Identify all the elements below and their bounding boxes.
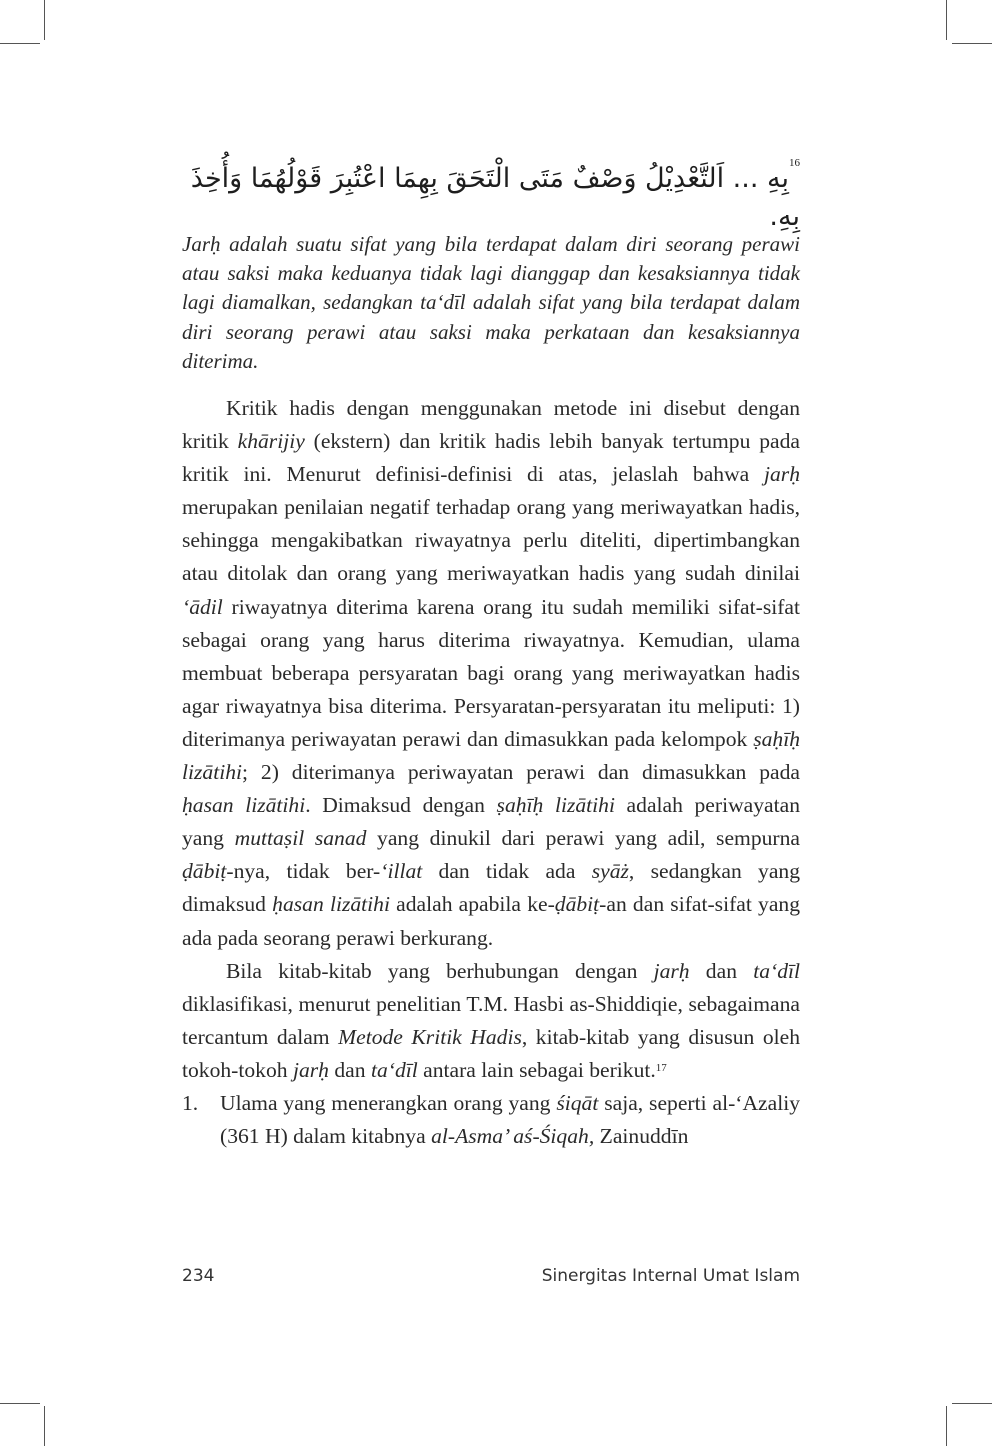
text: adalah periwayatan yang bbox=[182, 793, 801, 851]
text: -nya, tidak ber- bbox=[226, 859, 381, 884]
paragraph bbox=[182, 392, 800, 955]
text: Bila kitab-kitab yang berhubungan dengan bbox=[226, 958, 654, 983]
italic-term: ḍābiṭ bbox=[554, 892, 600, 917]
list-item bbox=[182, 1087, 800, 1153]
text: . Dimaksud dengan bbox=[305, 793, 497, 818]
text: Zainuddīn bbox=[594, 1124, 689, 1149]
page-number: 234 bbox=[182, 1266, 215, 1286]
italic-term: śiqāt bbox=[556, 1090, 599, 1115]
text: dan bbox=[689, 958, 754, 983]
quote-text: Jarḥ adalah suatu sifat yang bila terdapat dalam diri seorang perawi atau saksi maka keduanya tidak lagi dianggap dan kesaksiannya tidak lagi diamalkan, sedangkan ta‘dīl adalah sifat yang bila terdapat dalam diri seorang perawi atau saksi maka perkataan dan kesaksiannya diterima. bbox=[182, 232, 800, 373]
footnote-marker: 17 bbox=[655, 1061, 667, 1074]
footnote-marker: 16 bbox=[789, 157, 800, 169]
translation-quote bbox=[182, 230, 800, 376]
italic-term: ‘ādil bbox=[182, 594, 223, 619]
italic-term: khārijiy bbox=[237, 429, 305, 454]
italic-term: ta‘dīl bbox=[753, 958, 800, 983]
italic-term: ṣaḥīḥ lizātihi bbox=[496, 793, 615, 818]
italic-term: syāż bbox=[591, 859, 629, 884]
paragraph bbox=[182, 955, 800, 1087]
crop-mark bbox=[952, 43, 992, 44]
arabic-quotation bbox=[182, 157, 800, 236]
italic-term: ḥasan lizātihi bbox=[272, 892, 390, 917]
text: dan tidak ada bbox=[422, 859, 592, 884]
text: , sedangkan yang dimaksud bbox=[182, 859, 801, 917]
italic-term: jarḥ bbox=[764, 462, 800, 487]
italic-term: muttaṣil sanad bbox=[234, 826, 367, 851]
list-number: 1. bbox=[182, 1090, 199, 1115]
text: saja, seperti al-‘Azaliy (361 H) dalam kitabnya bbox=[220, 1090, 801, 1149]
body-text bbox=[182, 392, 800, 1153]
italic-term: al-Asma’ aś-Śiqah, bbox=[431, 1124, 595, 1149]
crop-mark bbox=[44, 1406, 45, 1446]
italic-term: ‘illat bbox=[380, 859, 423, 884]
italic-term: ḍābiṭ bbox=[182, 859, 227, 884]
arabic-text: بِهِ ... اَلتَّعْدِيْلُ وَصْفٌ مَتَى الْتَحَقَ بِهِمَا اعْتُبِرَ قَوْلُهُمَا وَأُخِذَ بِهِ. bbox=[190, 163, 800, 232]
text: adalah apabila ke- bbox=[389, 892, 555, 917]
numbered-list bbox=[182, 1087, 800, 1153]
text: yang dinukil dari perawi yang adil, sempurna bbox=[366, 826, 800, 851]
text: Ulama yang menerangkan orang yang bbox=[220, 1090, 557, 1115]
crop-mark bbox=[952, 1403, 992, 1404]
running-title: Sinergitas Internal Umat Islam bbox=[541, 1266, 800, 1286]
text: antara lain sebagai berikut. bbox=[417, 1057, 656, 1082]
text: merupakan penilaian negatif terhadap orang yang meriwayatkan hadis, sehingga mengakibatkan riwayatnya perlu diteliti, dipertimbangkan atau ditolak dan orang yang meriwayatkan hadis yang sudah dinilai bbox=[182, 495, 800, 586]
crop-mark bbox=[44, 0, 45, 40]
italic-term: jarḥ bbox=[292, 1057, 329, 1082]
crop-mark bbox=[0, 43, 40, 44]
crop-mark bbox=[946, 0, 947, 40]
text: dan bbox=[328, 1057, 371, 1082]
text: -an dan sifat-sifat yang ada pada seorang perawi berkurang. bbox=[182, 892, 801, 950]
text: ; 2) diterimanya periwayatan perawi dan dimasukkan pada bbox=[242, 760, 800, 785]
italic-term: ta‘dīl bbox=[370, 1057, 418, 1082]
text: , kitab-kitab yang disusun oleh tokoh-tokoh bbox=[182, 1024, 800, 1082]
text: diklasifikasi, menurut penelitian T.M. Hasbi as-Shiddiqie, sebagaimana tercantum dalam bbox=[182, 991, 800, 1049]
italic-term: Metode Kritik Hadis bbox=[338, 1024, 522, 1049]
italic-term: ḥasan lizātihi bbox=[182, 793, 306, 818]
crop-mark bbox=[946, 1406, 947, 1446]
text: (ekstern) dan kritik hadis lebih banyak tertumpu pada kritik ini. Menurut definisi-definisi di atas, jelaslah bahwa bbox=[182, 429, 800, 487]
italic-term: jarḥ bbox=[653, 958, 690, 983]
italic-term: ṣaḥīḥ lizātihi bbox=[182, 726, 800, 785]
crop-mark bbox=[0, 1403, 40, 1404]
text: Kritik hadis dengan menggunakan metode ini disebut dengan kritik bbox=[182, 396, 800, 454]
text: riwayatnya diterima karena orang itu sudah memiliki sifat-sifat sebagai orang yang harus diterima riwayatnya. Kemudian, ulama membuat beberapa persyaratan bagi orang yang meriwayatkan hadis agar riwayatnya bisa diterima. Persyaratan-persyaratan itu meliputi: 1) diterimanya periwayatan perawi dan dimasukkan pada kelompok bbox=[182, 594, 800, 751]
